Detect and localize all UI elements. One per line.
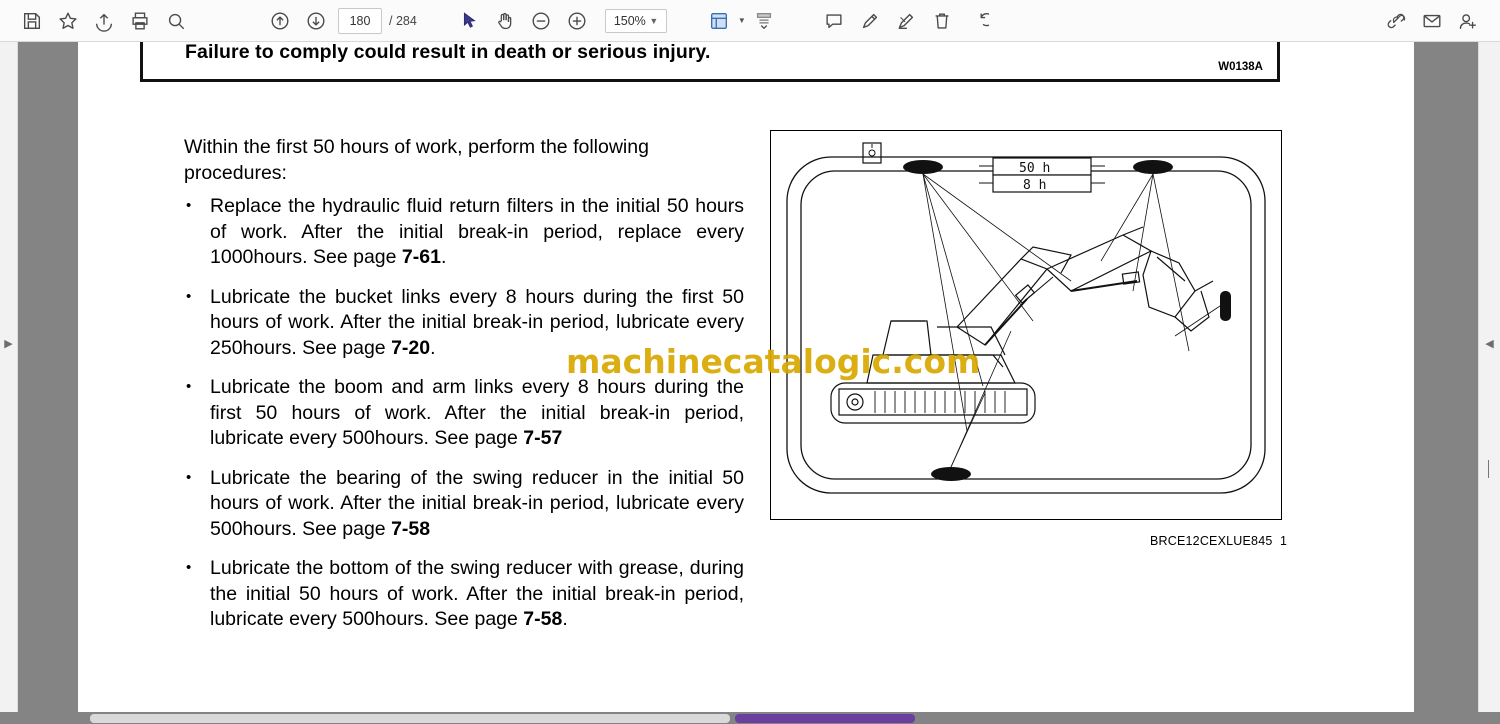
comment-icon[interactable] (816, 4, 852, 38)
right-panel-toggle[interactable] (1478, 42, 1500, 724)
scroll-indicator (1488, 460, 1489, 478)
page-reference[interactable]: 7-20 (391, 336, 431, 359)
procedure-list (184, 194, 744, 647)
list-item-text: Lubricate the bearing of the swing reducer in the initial 50 hours of work. After the initial break-in period, lubricate every 500hours. See page (210, 466, 744, 540)
list-item-suffix: . (430, 336, 436, 359)
pdf-viewer (0, 42, 1500, 724)
list-item (184, 194, 744, 271)
label-50h: 50 h (1019, 161, 1051, 176)
zoom-level-value: 150% (613, 13, 646, 28)
list-item-text: Lubricate the bucket links every 8 hours during the first 50 hours of work. After the initial break-in period, lubricate every 250hours. See page (210, 285, 744, 359)
zoom-out-icon[interactable] (523, 4, 559, 38)
left-panel-toggle[interactable] (0, 42, 18, 724)
label-8h: 8 h (1023, 178, 1047, 193)
search-icon[interactable] (158, 4, 194, 38)
interval-labels (979, 158, 1105, 193)
link-share-icon[interactable] (1378, 4, 1414, 38)
page-reference[interactable]: 7-58 (391, 517, 431, 540)
zoom-in-icon[interactable] (559, 4, 595, 38)
intro-paragraph: Within the first 50 hours of work, perform the following procedures: (184, 136, 649, 184)
scroll-mode-icon[interactable] (746, 4, 782, 38)
expand-left-icon[interactable]: ◀ (1485, 338, 1494, 350)
list-item-text: Replace the hydraulic fluid return filters in the initial 50 hours of work. After the initial break-in period, replace every 1000hours. See page (210, 195, 744, 268)
eraser-icon[interactable] (888, 4, 924, 38)
list-item-text: Lubricate the bottom of the swing reducer with grease, during the initial 50 hours of work. After the initial break-in period, lubricate every 500hours. See page (210, 557, 744, 630)
list-item-text: Lubricate the boom and arm links every 8 hours during the first 50 hours of work. After the initial break-in period, lubricate every 500hours. See page (210, 376, 744, 449)
list-item (184, 375, 744, 452)
highlight-pen-icon[interactable] (852, 4, 888, 38)
previous-page-icon[interactable] (262, 4, 298, 38)
document-page[interactable] (78, 42, 1414, 712)
list-item-suffix: . (440, 246, 447, 268)
list-item (184, 285, 744, 362)
zoom-level-select[interactable] (605, 9, 667, 33)
scrollbar-thumb-active[interactable] (735, 714, 915, 723)
watermark: machinecatalogic.com (566, 342, 981, 381)
figure-caption: BRCE12CEXLUE845 (1150, 534, 1273, 548)
lube-points (903, 160, 1231, 481)
select-cursor-icon[interactable] (451, 4, 487, 38)
mail-icon[interactable] (1414, 4, 1450, 38)
page-number-input[interactable] (338, 8, 382, 34)
page-reference[interactable]: 7-57 (523, 427, 563, 449)
toolbar (0, 0, 1500, 42)
list-item-suffix: . (562, 608, 568, 630)
undo-icon[interactable] (960, 4, 996, 38)
chevron-down-icon: ▼ (649, 15, 659, 26)
warning-code: W0138A (1218, 61, 1263, 73)
page-fit-icon[interactable] (701, 4, 737, 38)
hand-tool-icon[interactable] (487, 4, 523, 38)
list-item (184, 556, 744, 633)
list-item (184, 466, 744, 543)
page-total-label: / 284 (389, 13, 417, 28)
horizontal-scrollbar[interactable] (0, 712, 1500, 724)
upload-icon[interactable] (86, 4, 122, 38)
machine-outline (831, 227, 1213, 423)
scrollbar-thumb[interactable] (90, 714, 730, 723)
page-number-value: 180 (349, 13, 371, 28)
page-reference[interactable]: 7-58 (523, 608, 563, 630)
excavator-diagram (770, 130, 1282, 520)
warning-line-2: Failure to comply could result in death or serious injury. (185, 42, 711, 63)
chevron-down-icon[interactable]: ▼ (737, 16, 746, 25)
save-icon[interactable] (14, 4, 50, 38)
warning-box (140, 42, 1280, 82)
star-icon[interactable] (50, 4, 86, 38)
print-icon[interactable] (122, 4, 158, 38)
figure-number: 1 (1280, 534, 1287, 548)
next-page-icon[interactable] (298, 4, 334, 38)
excavator-line-drawing (771, 131, 1281, 519)
page-reference[interactable]: 7-61 (401, 246, 441, 268)
expand-right-icon[interactable]: ▶ (4, 338, 13, 350)
delete-icon[interactable] (924, 4, 960, 38)
add-user-icon[interactable] (1450, 4, 1486, 38)
